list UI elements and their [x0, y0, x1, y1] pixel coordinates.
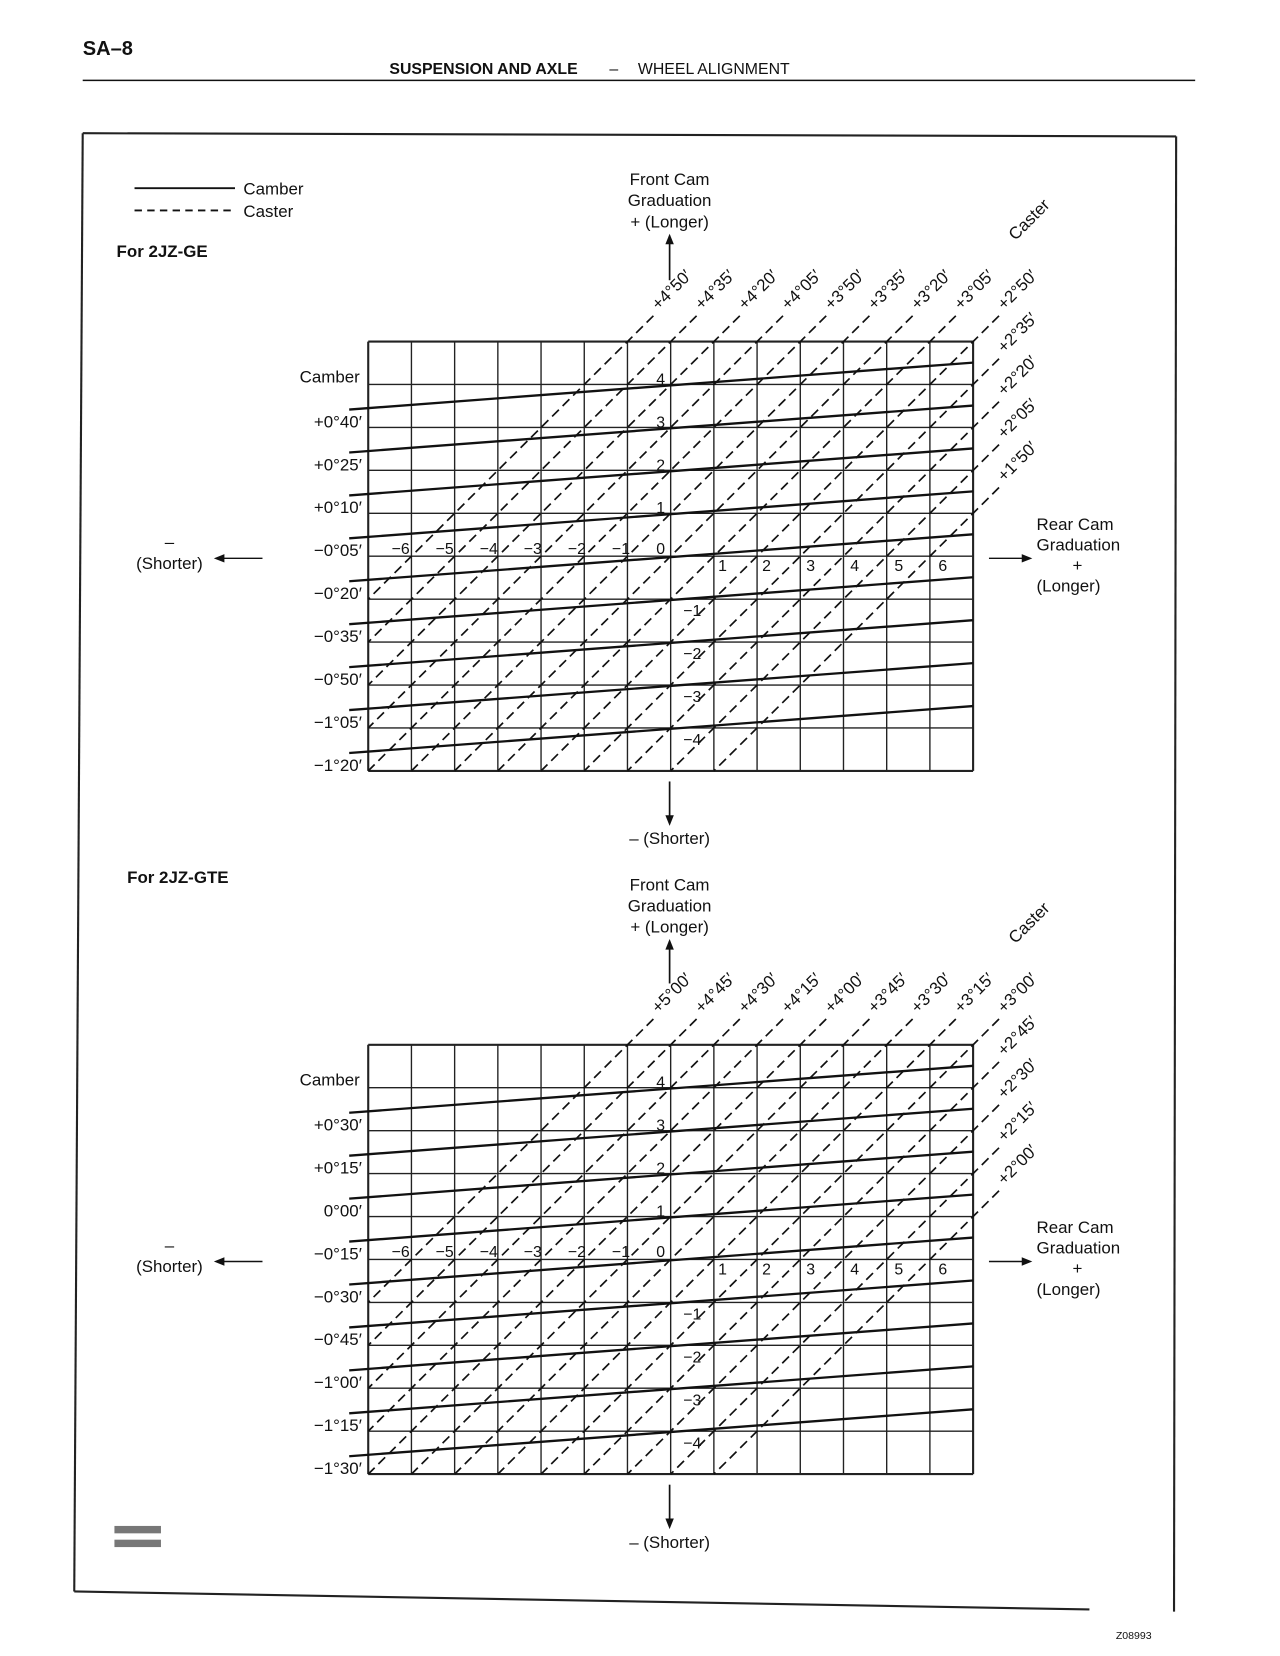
caster-axis-title: Caster — [1004, 898, 1054, 948]
camber-line — [349, 663, 973, 710]
camber-label: +0°40′ — [313, 412, 362, 432]
camber-line — [349, 1280, 973, 1327]
rear-cam-text: Rear Cam — [1036, 514, 1114, 534]
rear-cam-text: (Longer) — [1036, 576, 1101, 596]
legend-caster: Caster — [243, 201, 294, 221]
rear-cam-minus-sign: – — [164, 1235, 175, 1255]
caster-label: +3°00′ — [993, 969, 1041, 1017]
down-arrow-icon — [665, 1519, 673, 1530]
rear-cam-shorter-label: (Shorter) — [136, 553, 203, 573]
left-arrow-icon — [214, 1257, 225, 1265]
camber-label: −1°00′ — [313, 1373, 362, 1393]
caster-label: +4°30′ — [734, 969, 782, 1017]
right-arrow-icon — [1022, 554, 1033, 562]
caster-label: +2°20′ — [993, 351, 1041, 400]
camber-label: −1°15′ — [313, 1416, 362, 1436]
camber-line — [349, 1409, 973, 1456]
diagram-title: For 2JZ-GE — [116, 241, 208, 261]
caster-label: +2°15′ — [993, 1098, 1041, 1146]
rear-cam-scale-number: −5 — [435, 540, 454, 558]
rear-cam-scale-number: −2 — [567, 1244, 586, 1262]
rear-cam-text: (Longer) — [1036, 1279, 1101, 1299]
right-arrow-icon — [1022, 1257, 1033, 1265]
rear-cam-scale-number: 3 — [806, 558, 816, 576]
front-cam-scale-number: −1 — [683, 603, 702, 621]
legend-camber: Camber — [243, 179, 304, 199]
caster-label: +3°05′ — [950, 266, 998, 314]
camber-line — [349, 1366, 973, 1413]
front-cam-scale-number: −2 — [683, 646, 702, 664]
rear-cam-scale-number: 3 — [806, 1261, 816, 1279]
rear-cam-scale-number: 4 — [850, 1261, 860, 1279]
figure-code: Z08993 — [1115, 1630, 1152, 1643]
rear-cam-scale-number: 4 — [850, 558, 860, 576]
front-cam-text: Graduation — [627, 896, 712, 916]
left-arrow-icon — [214, 554, 225, 562]
caster-label: +4°05′ — [777, 266, 825, 314]
camber-line — [349, 620, 973, 667]
front-cam-text: Front Cam — [629, 875, 710, 895]
front-cam-scale-number: −3 — [683, 1392, 702, 1410]
caster-label: +4°35′ — [691, 266, 739, 314]
subsection-title: WHEEL ALIGNMENT — [637, 61, 790, 79]
front-cam-scale-number: 4 — [656, 371, 666, 389]
rear-cam-scale-number: −1 — [611, 1244, 631, 1262]
up-arrow-icon — [665, 939, 673, 950]
rear-cam-scale-number: −4 — [479, 1244, 498, 1262]
camber-label: −1°20′ — [313, 755, 362, 775]
legend — [135, 180, 304, 221]
rear-cam-scale-number: 6 — [938, 558, 948, 576]
rear-cam-scale-number: 5 — [894, 1261, 904, 1279]
camber-label: −0°50′ — [313, 669, 362, 689]
rear-cam-text: + — [1072, 1259, 1083, 1279]
caster-label: +3°15′ — [950, 969, 998, 1017]
diagram-2jz-ge — [117, 170, 1121, 848]
caster-line — [368, 1019, 696, 1345]
front-cam-scale-number: −1 — [683, 1306, 702, 1324]
front-cam-shorter-label: – (Shorter) — [629, 828, 711, 848]
front-cam-scale-number: 1 — [656, 1203, 666, 1221]
front-cam-scale-number: 3 — [656, 414, 666, 432]
rear-cam-text: Graduation — [1036, 535, 1121, 555]
front-cam-scale-zero: 0 — [656, 540, 666, 558]
rear-cam-scale-number: −1 — [611, 540, 631, 558]
title-separator: – — [609, 61, 619, 79]
front-cam-scale-number: 1 — [656, 500, 666, 518]
camber-label: −0°15′ — [313, 1244, 362, 1264]
camber-label: −0°30′ — [313, 1287, 362, 1307]
down-arrow-icon — [665, 815, 673, 826]
front-cam-label — [628, 875, 712, 936]
caster-label: +4°15′ — [777, 969, 825, 1017]
rear-cam-scale-number: 5 — [894, 558, 904, 576]
camber-label: +0°30′ — [313, 1115, 362, 1135]
front-cam-scale-number: −4 — [683, 1435, 702, 1453]
page-number: SA–8 — [82, 37, 133, 60]
camber-label: −0°35′ — [313, 627, 362, 647]
camber-axis-title: Camber — [299, 367, 360, 387]
caster-label: +3°35′ — [863, 266, 912, 314]
front-cam-text: + (Longer) — [630, 917, 709, 937]
rear-cam-text: Rear Cam — [1036, 1217, 1114, 1237]
front-cam-scale-number: −3 — [683, 689, 702, 707]
rear-cam-minus-sign: – — [164, 532, 175, 552]
caster-label: +2°05′ — [993, 394, 1041, 443]
front-cam-scale-number: 4 — [656, 1074, 666, 1092]
diagram-2jz-gte — [127, 868, 1120, 1552]
camber-label: −1°30′ — [313, 1459, 362, 1479]
front-cam-shorter-label: – (Shorter) — [629, 1533, 711, 1553]
up-arrow-icon — [665, 234, 673, 245]
rear-cam-scale-number: −6 — [391, 1244, 410, 1262]
camber-axis-title: Camber — [299, 1070, 360, 1090]
camber-label: −0°45′ — [313, 1330, 362, 1350]
camber-line — [349, 1323, 973, 1370]
rear-cam-scale-number: −2 — [567, 540, 586, 558]
camber-label: −0°20′ — [313, 584, 362, 604]
rear-cam-scale-number: −6 — [391, 540, 410, 558]
illegible-reference-codes — [114, 1526, 161, 1547]
section-title: SUSPENSION AND AXLE — [389, 61, 578, 79]
rear-cam-shorter-label: (Shorter) — [136, 1257, 203, 1277]
front-cam-scale-zero: 0 — [656, 1244, 666, 1262]
rear-cam-scale-number: 1 — [718, 1261, 727, 1279]
front-cam-scale-number: −4 — [683, 732, 702, 750]
front-cam-scale-number: 2 — [656, 457, 666, 475]
camber-label: +0°10′ — [313, 498, 362, 518]
front-cam-scale-number: 2 — [656, 1160, 666, 1178]
front-cam-text: Graduation — [627, 191, 712, 211]
caster-label: +4°20′ — [734, 266, 782, 314]
camber-label: −1°05′ — [313, 712, 362, 732]
caster-axis-title: Caster — [1004, 195, 1054, 244]
front-cam-text: + (Longer) — [630, 212, 709, 232]
caster-label: +2°50′ — [993, 266, 1041, 314]
rear-cam-scale-number: −4 — [479, 540, 498, 558]
front-cam-scale-number: −2 — [683, 1349, 702, 1367]
rear-cam-scale-number: 1 — [718, 558, 727, 576]
camber-label: −0°05′ — [313, 541, 362, 561]
caster-label: +3°20′ — [907, 266, 955, 314]
rear-cam-scale-number: −5 — [435, 1244, 454, 1262]
camber-line — [349, 577, 973, 624]
caster-label: +2°45′ — [993, 1012, 1041, 1060]
caster-label: +5°00′ — [647, 969, 696, 1017]
caster-label: +2°30′ — [993, 1055, 1041, 1103]
rear-cam-scale-number: 6 — [938, 1261, 948, 1279]
caster-label: +4°00′ — [820, 969, 869, 1017]
rear-cam-scale-number: 2 — [762, 558, 771, 576]
camber-label: 0°00′ — [323, 1201, 362, 1221]
caster-label: +1°50′ — [993, 437, 1041, 486]
caster-label: +3°30′ — [907, 969, 955, 1017]
rear-cam-scale-number: −3 — [523, 1244, 542, 1262]
front-cam-text: Front Cam — [629, 170, 710, 190]
caster-label: +2°00′ — [993, 1141, 1041, 1189]
rear-cam-text: Graduation — [1036, 1238, 1121, 1258]
caster-label: +2°35′ — [993, 309, 1041, 357]
camber-line — [349, 706, 973, 753]
caster-label: +3°50′ — [820, 266, 869, 314]
front-cam-scale-number: 3 — [656, 1117, 666, 1135]
rear-cam-scale-number: −3 — [523, 540, 542, 558]
diagram-title: For 2JZ-GTE — [127, 867, 229, 887]
caster-label: +4°45′ — [691, 969, 739, 1017]
caster-label: +4°50′ — [647, 266, 696, 314]
rear-cam-scale-number: 2 — [762, 1261, 771, 1279]
camber-label: +0°25′ — [313, 455, 362, 475]
camber-label: +0°15′ — [313, 1158, 362, 1178]
caster-line — [368, 316, 696, 642]
caster-label: +3°45′ — [863, 969, 912, 1017]
front-cam-label — [628, 170, 712, 231]
rear-cam-text: + — [1072, 556, 1083, 576]
